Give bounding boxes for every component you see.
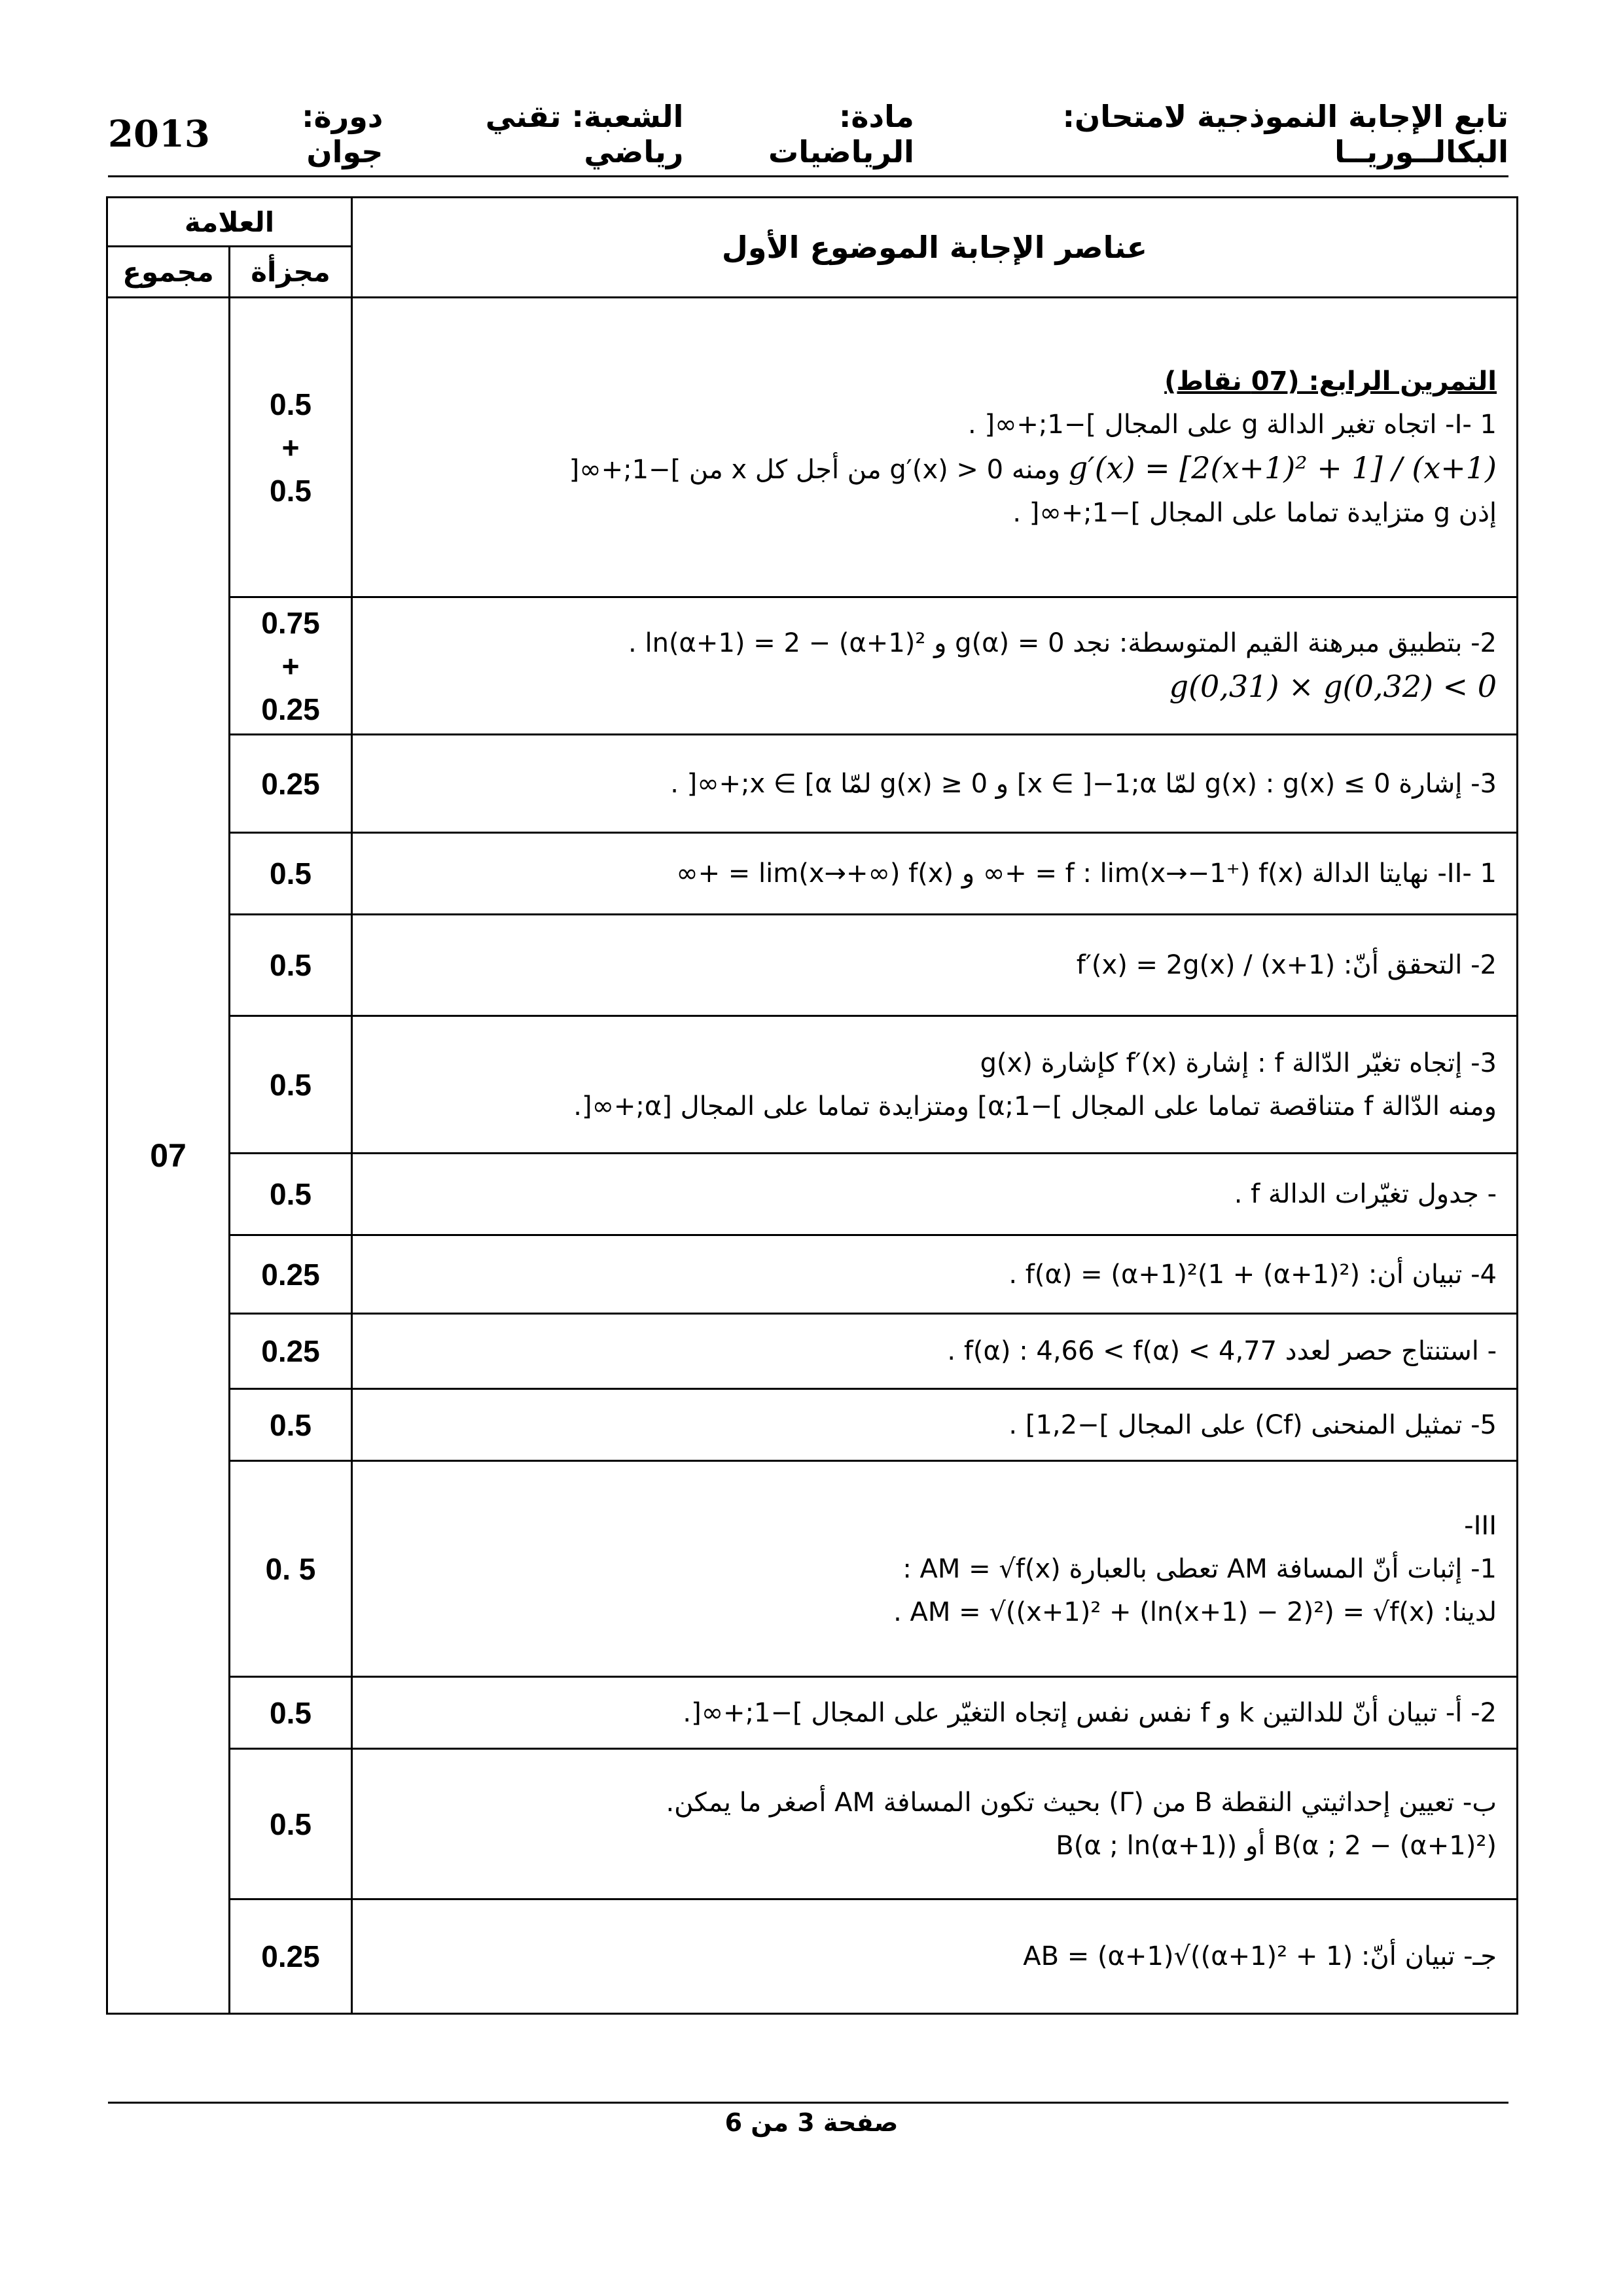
answer-line — [372, 446, 1497, 491]
part-score — [230, 1677, 352, 1749]
header-session: دورة: جوان — [302, 99, 383, 169]
answer-row — [107, 833, 1518, 915]
answer-text: 2- بتطبيق مبرهنة القيم المتوسطة: نجد g(α) = 0 و ln(α+1) = 2 − (α+1)² . — [628, 628, 1497, 658]
answer-row — [107, 1461, 1518, 1677]
answer-row — [107, 1016, 1518, 1154]
part-score — [230, 1749, 352, 1899]
answer-line — [372, 1504, 1497, 1547]
part-score — [230, 298, 352, 597]
answer-line — [372, 665, 1497, 710]
exercise-title: التمرين الرابع: (07 نقاط) — [1164, 366, 1497, 397]
answer-line — [372, 944, 1497, 987]
answer-text: إذن g متزايدة تماما على المجال ]−1;+∞[ . — [1012, 498, 1497, 528]
answer-text: 4- تبيان أن: f(α) = (α+1)²(1 + (α+1)²) . — [1008, 1259, 1497, 1290]
answer-text: 3- إشارة g(x) : g(x) ≤ 0 لمّا x ∈ ]−1;α] و g(x) ≥ 0 لمّا x ∈ [α;+∞[ . — [670, 768, 1497, 799]
answer-text: - استنتاج حصر لعدد f(α) : 4,66 < f(α) < 4,77 . — [947, 1336, 1497, 1366]
answer-row — [107, 915, 1518, 1016]
header-subject: مادة: الرياضيات — [768, 99, 914, 169]
answer-row — [107, 298, 1518, 597]
score-value: 0.5 — [270, 1177, 312, 1211]
answer-row — [107, 735, 1518, 833]
score-value: 0.25 — [261, 1939, 320, 1973]
score-value: 0.75 — [261, 605, 320, 640]
answer-content — [352, 1389, 1518, 1461]
answer-content — [352, 298, 1518, 597]
content-title: عناصر الإجابة الموضوع الأول — [352, 198, 1518, 298]
total-mark: 07 — [107, 298, 230, 2014]
part-score — [230, 833, 352, 915]
answer-row — [107, 1677, 1518, 1749]
marks-group-header: العلامة — [107, 198, 352, 247]
part-score — [230, 1154, 352, 1235]
header-year: 2013 — [108, 113, 210, 156]
part-score — [230, 735, 352, 833]
answer-text: II- 1- نهايتا الدالة f : lim(x→−1⁺) f(x) = +∞ و lim(x→+∞) f(x) = +∞ — [676, 858, 1497, 889]
part-score — [230, 1899, 352, 2014]
header-branch: الشعبة: تقني رياضي — [485, 99, 684, 169]
answer-row — [107, 1314, 1518, 1389]
header-continuation: تابع الإجابة النموذجية لامتحان: البكالــوريــا — [1062, 99, 1508, 169]
answer-content — [352, 1749, 1518, 1899]
part-column-header: مجزأة — [230, 247, 352, 298]
answer-text: 1- إثبات أنّ المسافة AM تعطى بالعبارة AM = √f(x) : — [902, 1553, 1497, 1584]
answer-line — [372, 1691, 1497, 1735]
score-value: 0.25 — [261, 766, 320, 801]
answer-text: 2- التحقق أنّ: f′(x) = 2g(x) / (x+1) — [1076, 950, 1497, 980]
answer-line — [372, 852, 1497, 895]
answer-line — [372, 1404, 1497, 1447]
answer-text: لدينا: AM = √((x+1)² + (ln(x+1) − 2)²) = √f(x) . — [893, 1597, 1497, 1627]
answer-content — [352, 1677, 1518, 1749]
header-divider — [108, 175, 1508, 177]
footer-divider — [108, 2102, 1508, 2104]
answer-text: 3- إتجاه تغيّر الدّالة f : إشارة f′(x) كإشارة g(x) — [980, 1048, 1497, 1078]
score-value: 0.5 — [270, 1807, 312, 1841]
part-score — [230, 915, 352, 1016]
answer-line — [372, 1330, 1497, 1373]
math-expression: g(0,31) × g(0,32) < 0 — [1169, 669, 1497, 704]
total-column-header: مجموع — [107, 247, 230, 298]
answer-text: I- 1- اتجاه تغير الدالة g على المجال ]−1;+∞[ . — [968, 410, 1497, 440]
answer-text: 2- أ- تبيان أنّ للدالتين k و f نفس نفس إتجاه التغيّر على المجال ]−1;+∞[. — [683, 1697, 1497, 1728]
answer-text: ب- تعيين إحداثيتي النقطة B من (Γ) بحيث تكون المسافة AM أصغر ما يمكن. — [666, 1787, 1497, 1818]
math-expression: g′(x) = [2(x+1)² + 1] / (x+1) — [1068, 450, 1497, 486]
answer-content — [352, 915, 1518, 1016]
answer-content — [352, 1235, 1518, 1314]
answer-text: III- — [1464, 1510, 1497, 1541]
answer-line — [372, 403, 1497, 446]
answer-line — [372, 1824, 1497, 1867]
answer-row — [107, 1235, 1518, 1314]
answer-text: جـ- تبيان أنّ: AB = (α+1)√((α+1)² + 1) — [1023, 1941, 1497, 1971]
answer-line — [372, 1547, 1497, 1591]
part-score — [230, 597, 352, 735]
answer-text: ومنه الدّالة f متناقصة تماما على المجال ]−1;α] ومتزايدة تماما على المجال [α;+∞[. — [573, 1091, 1497, 1122]
part-score — [230, 1461, 352, 1677]
answer-text: B(α ; 2 − (α+1)²) أو B(α ; ln(α+1)) — [1056, 1830, 1497, 1861]
score-value: 0.25 — [261, 1257, 320, 1292]
answer-line — [372, 360, 1497, 403]
part-score — [230, 1314, 352, 1389]
answer-line — [372, 1935, 1497, 1978]
score-value: 0.5 — [270, 1407, 312, 1442]
answer-row — [107, 1389, 1518, 1461]
score-value: 0.5 — [270, 948, 312, 982]
answer-line — [372, 1781, 1497, 1824]
answer-row — [107, 597, 1518, 735]
score-value: 0.25 — [261, 1334, 320, 1368]
answer-text: 5- تمثيل المنحنى (Cf) على المجال ]−1,2] . — [1008, 1409, 1497, 1440]
answer-content — [352, 597, 1518, 735]
answer-table — [106, 196, 1518, 2015]
score-value: 0.5 — [270, 1067, 312, 1102]
answer-line — [372, 1042, 1497, 1085]
part-score — [230, 1389, 352, 1461]
score-value: 0.5 — [270, 857, 312, 891]
answer-content — [352, 833, 1518, 915]
page-header — [108, 98, 1508, 170]
answer-line — [372, 1591, 1497, 1634]
score-value: 0.25 — [261, 692, 320, 726]
answer-line — [372, 1173, 1497, 1216]
answer-line — [372, 762, 1497, 805]
part-score — [230, 1235, 352, 1314]
answer-row — [107, 1749, 1518, 1899]
answer-line — [372, 622, 1497, 665]
answer-line — [372, 491, 1497, 535]
answer-content — [352, 1461, 1518, 1677]
answer-content — [352, 735, 1518, 833]
answer-line — [372, 1253, 1497, 1296]
score-value: 0.5 — [270, 387, 312, 421]
answer-content — [352, 1016, 1518, 1154]
answer-text: - جدول تغيّرات الدالة f . — [1234, 1179, 1497, 1209]
answer-row — [107, 1154, 1518, 1235]
answer-content — [352, 1899, 1518, 2014]
answer-text: ومنه g′(x) > 0 من أجل كل x من ]−1;+∞[ — [569, 455, 1069, 485]
answer-line — [372, 1085, 1497, 1128]
answer-row — [107, 1899, 1518, 2014]
score-value: + — [281, 430, 300, 465]
page-number: صفحة 3 من 6 — [724, 2108, 899, 2137]
score-value: 0.5 — [270, 1695, 312, 1730]
score-value: 0.5 — [270, 473, 312, 508]
answer-content — [352, 1154, 1518, 1235]
score-value: 0. 5 — [265, 1551, 316, 1586]
answer-content — [352, 1314, 1518, 1389]
score-value: + — [281, 648, 300, 683]
part-score — [230, 1016, 352, 1154]
